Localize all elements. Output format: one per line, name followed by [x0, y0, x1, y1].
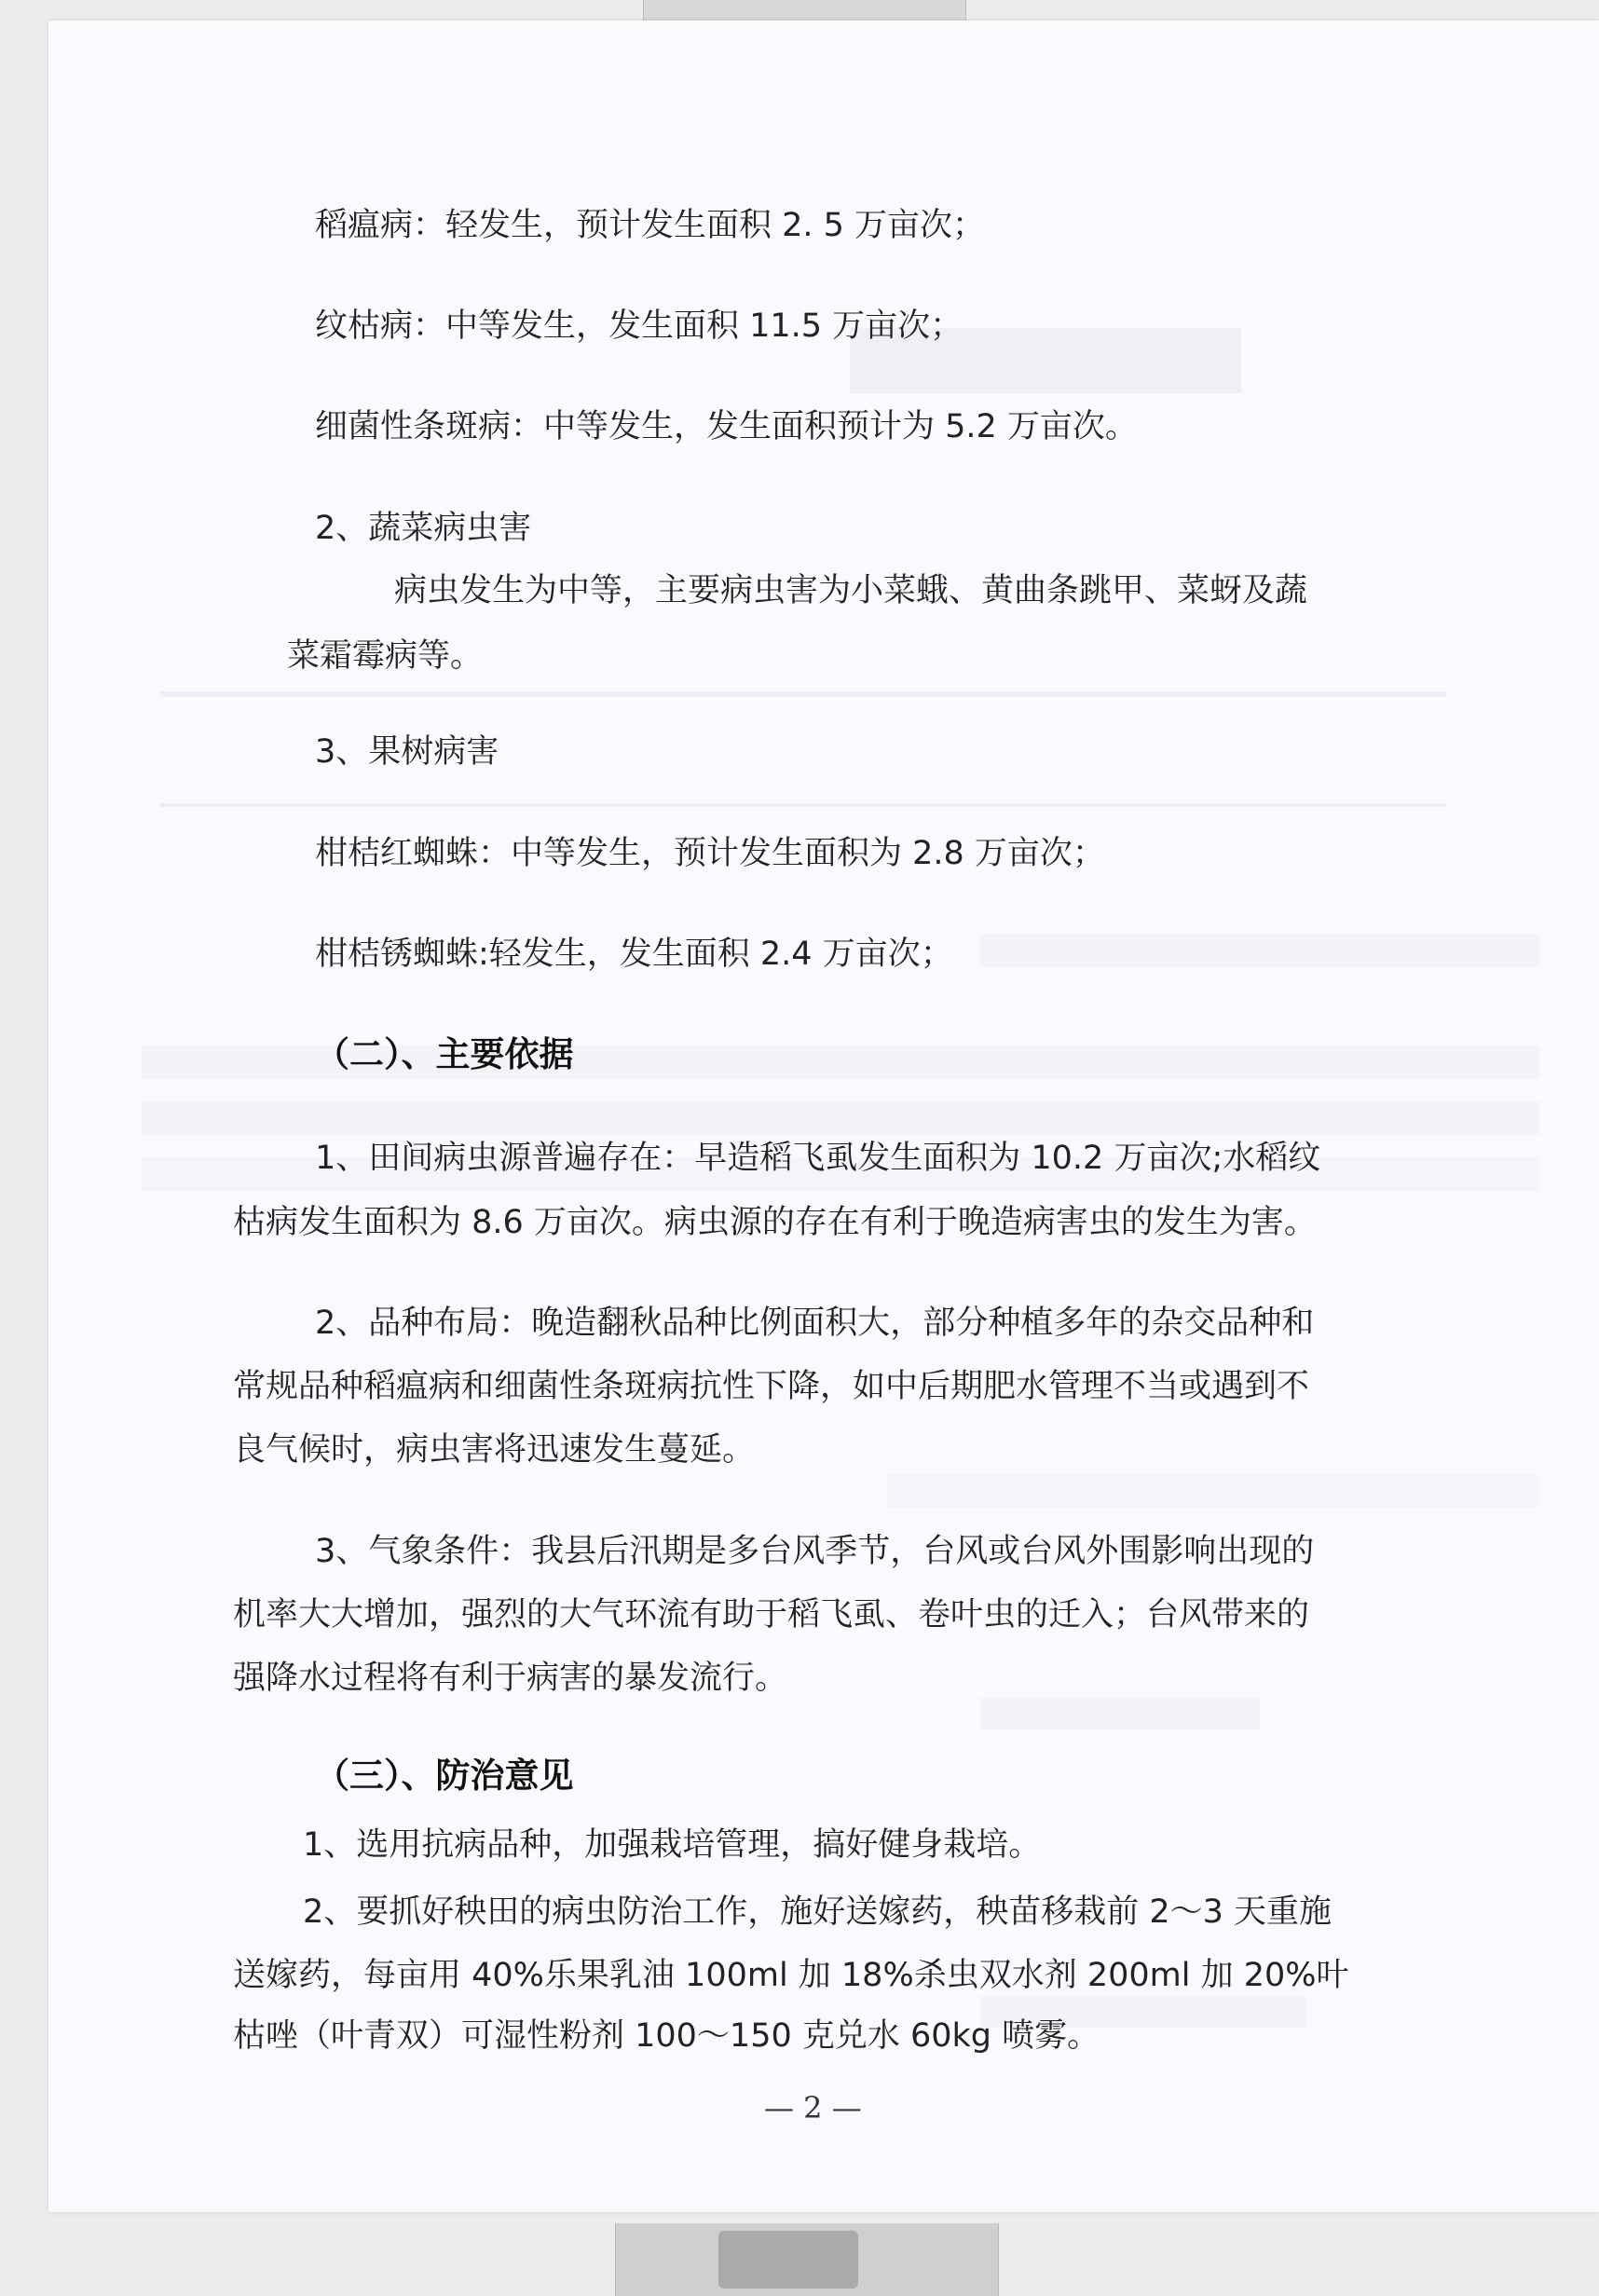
para-basis-3-line-3: 强降水过程将有利于病害的暴发流行。 — [233, 1660, 788, 1697]
para-prevention-2-line-3: 枯唑（叶青双）可湿性粉剂 100～150 克兑水 60kg 喷雾。 — [233, 2017, 1100, 2055]
para-prevention-2-line-1: 2、要抓好秧田的病虫防治工作，施好送嫁药，秧苗移栽前 2～3 天重施 — [303, 1893, 1332, 1931]
page-number: — 2 — — [764, 2090, 862, 2125]
para-basis-2-line-3: 良气候时，病虫害将迅速发生蔓延。 — [233, 1431, 756, 1469]
para-basis-3-line-2: 机率大大增加，强烈的大气环流有助于稻飞虱、卷叶虫的迁入；台风带来的 — [233, 1596, 1310, 1633]
line-citrus-red-spider: 柑桔红蜘蛛：中等发生，预计发生面积为 2.8 万亩次； — [315, 835, 1105, 872]
para-basis-1-line-2: 枯病发生面积为 8.6 万亩次。病虫源的存在有利于晚造病害虫的发生为害。 — [233, 1204, 1317, 1241]
line-vegetable-pests-1: 病虫发生为中等，主要病虫害为小菜蛾、黄曲条跳甲、菜蚜及蔬 — [394, 572, 1308, 609]
para-basis-1-line-1: 1、田间病虫源普遍存在：早造稻飞虱发生面积为 10.2 万亩次;水稻纹 — [315, 1140, 1321, 1177]
scanner-tab-bottom — [615, 2223, 999, 2296]
document-page — [48, 20, 1599, 2212]
line-vegetable-pests-2: 菜霜霉病等。 — [287, 637, 484, 675]
line-sheath-blight: 纹枯病：中等发生，发生面积 11.5 万亩次； — [315, 308, 964, 345]
line-rice-blast: 稻瘟病：轻发生，预计发生面积 2. 5 万亩次； — [315, 207, 986, 244]
para-basis-2-line-1: 2、品种布局：晚造翻秋品种比例面积大，部分种植多年的杂交品种和 — [315, 1305, 1315, 1342]
line-bacterial-streak: 细菌性条斑病：中等发生，发生面积预计为 5.2 万亩次。 — [315, 408, 1138, 445]
subheading-fruit-tree-disease: 3、果树病害 — [315, 733, 499, 771]
subheading-vegetable-pests: 2、蔬菜病虫害 — [315, 510, 532, 547]
bleed-through-shading — [48, 20, 1599, 2212]
line-citrus-rust-mite: 柑桔锈蜘蛛:轻发生，发生面积 2.4 万亩次； — [315, 936, 953, 973]
section-heading-prevention: （三）、防治意见 — [315, 1756, 574, 1796]
scanner-mark-icon — [718, 2231, 858, 2289]
para-basis-2-line-2: 常规品种稻瘟病和细菌性条斑病抗性下降，如中后期肥水管理不当或遇到不 — [233, 1368, 1310, 1405]
para-basis-3-line-1: 3、气象条件：我县后汛期是多台风季节，台风或台风外围影响出现的 — [315, 1533, 1315, 1570]
para-prevention-2-line-2: 送嫁药，每亩用 40%乐果乳油 100ml 加 18%杀虫双水剂 200ml 加 20%叶 — [233, 1957, 1349, 1994]
para-prevention-1: 1、选用抗病品种，加强栽培管理，搞好健身栽培。 — [303, 1826, 1042, 1864]
section-heading-basis: （二）、主要依据 — [315, 1034, 574, 1074]
